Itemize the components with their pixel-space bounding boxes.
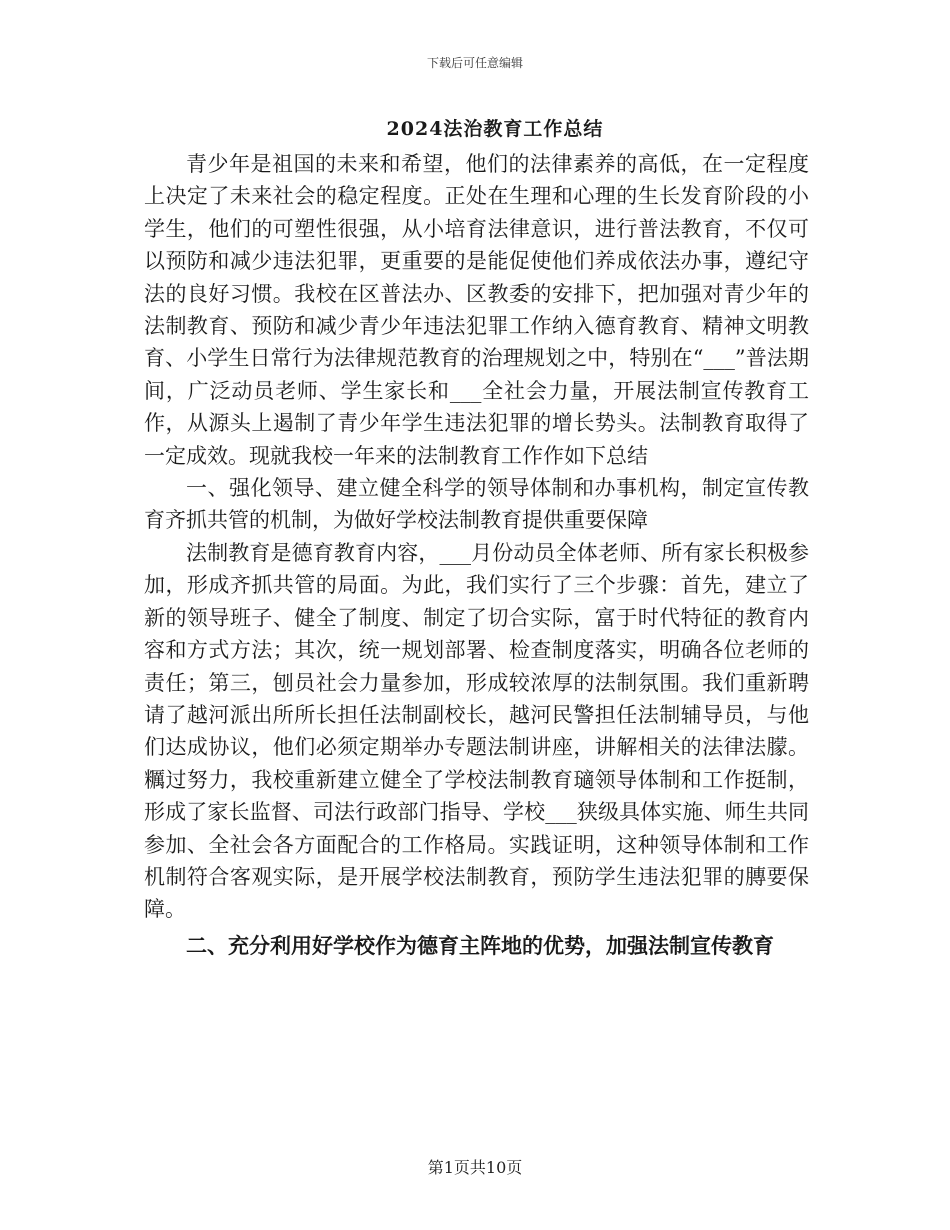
document-body [144, 148, 809, 962]
paragraph-section-1-body: 法制教育是德育教育内容，___月份动员全体老师、所有家长积极参加，形成齐抓共管的局面。为此，我们实行了三个步骤：首先，建立了新的领导班子、健全了制度、制定了切合实际，富于时代特征的教育内容和方式方法；其次，统一规划部署、检查制度落实，明确各位老师的责任；第三，刨员社会力量参加，形成较浓厚的法制氛围。我们重新聘请了越河派出所所长担任法制副校长，越河民警担任法制辅导员，与他们达成协议，他们必须定期举办专题法制讲座，讲解相关的法律法朦。糲过努力，我校重新建立健全了学校法制教育瓋领导体制和工作挺制，形成了家长监督、司法行政部门指导、学校___狭级具体实施、师生共同参加、全社会各方面配合的工作格局。实践证明，这种领导体制和工作机制符合客观实际，是开展学校法制教育，预防学生违法犯罪的膞要保障。 [144, 540, 809, 922]
paragraph-section-1-heading: 一、强化领导、建立健全科学的领导体制和办事机构，制定宣传教育齐抓共管的机制，为做好学校法制教育提供重要保障 [144, 476, 809, 533]
document-title: 2024法治教育工作总结 [386, 118, 604, 140]
page-footer: 第1页共10页 [427, 1158, 523, 1177]
header-note: 下载后可任意编辑 [426, 56, 523, 70]
paragraph-section-2-heading: 二、充分利用好学校作为德育主阵地的优势，加强法制宣传教育 [186, 932, 774, 958]
paragraph-intro: 青少年是祖国的未来和希望，他们的法律素养的高低，在一定程度上决定了未来社会的稳定程度。正处在生理和心理的生长发育阶段的小学生，他们的可塑性很强，从小培育法律意识，进行普法教育，不仅可以预防和减少违法犯罪，更重要的是能促使他们养成依法办事，遵纪守法的良好习惯。我校在区普法办、区教委的安排下，把加强对青少年的法制教育、预防和减少青少年违法犯罪工作纳入德育教育、精神文明教育、小学生日常行为法律规范教育的治理规划之中，特别在“___”普法期间，广泛动员老师、学生家长和___全社会力量，开展法制宣传教育工作，从源头上遏制了青少年学生违法犯罪的增长势头。法制教育取得了一定成效。现就我校一年来的法制教育工作作如下总结 [144, 152, 809, 468]
